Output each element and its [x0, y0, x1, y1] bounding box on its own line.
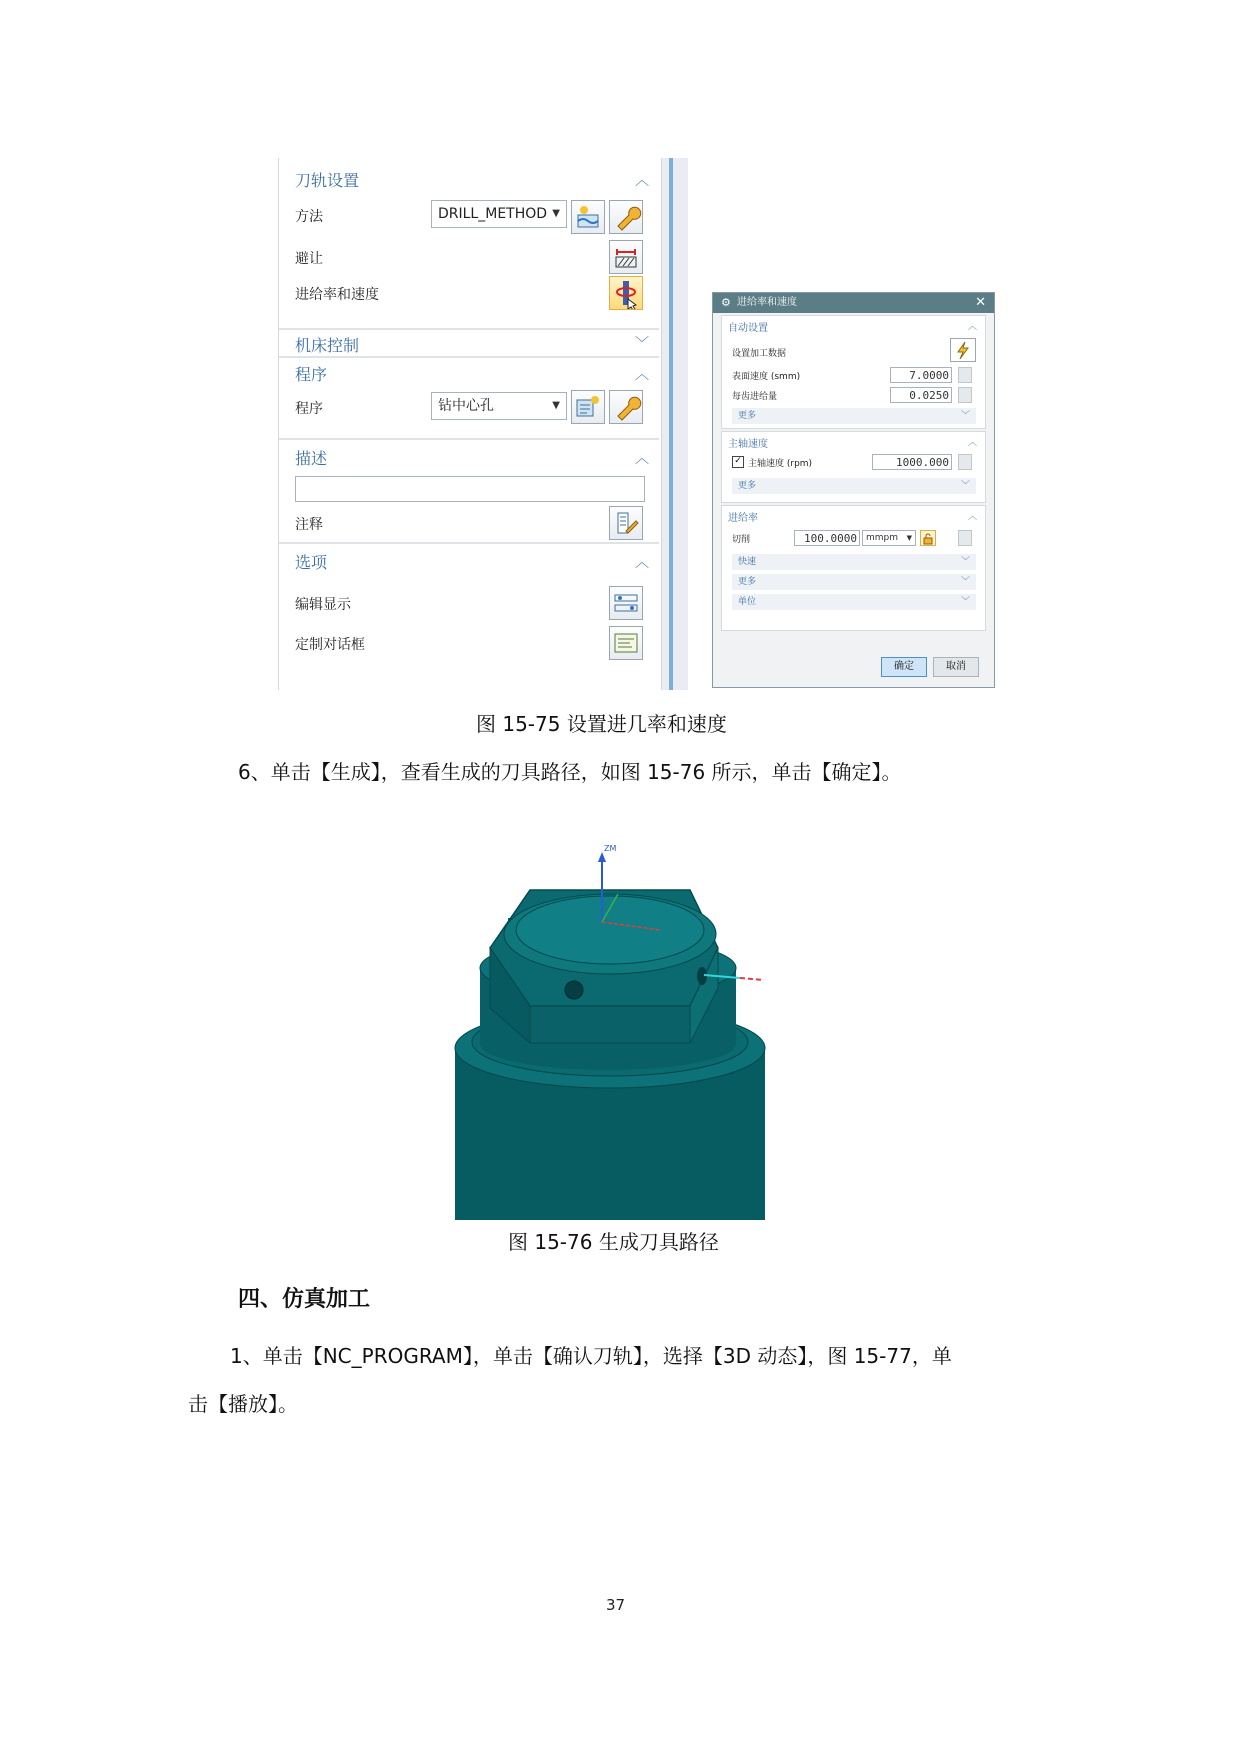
page-number: 37: [606, 1596, 626, 1614]
feed-more-label: 更多: [738, 577, 757, 587]
chevron-down-icon: ﹀: [960, 597, 970, 607]
feeds-speeds-icon: [610, 277, 642, 309]
machine-control-section: [279, 328, 659, 358]
new-program-button[interactable]: [571, 390, 605, 424]
operation-dialog-panel: [278, 158, 687, 690]
wrench-icon: [610, 201, 642, 233]
avoid-label: 避让: [295, 251, 323, 267]
figure-caption-15-76: 图 15-76 生成刀具路径: [508, 1230, 719, 1254]
gear-icon: ⚙: [721, 296, 731, 309]
feed-more-toggle[interactable]: [732, 574, 976, 590]
method-value: DRILL_METHOD: [438, 206, 548, 222]
cut-feed-calc-button[interactable]: [958, 530, 972, 546]
section-heading: 四、仿真加工: [238, 1287, 371, 1312]
surface-speed-calc-button[interactable]: [958, 367, 972, 383]
lock-button[interactable]: [920, 530, 936, 546]
feed-per-tooth-label: 每齿进给量: [732, 392, 778, 402]
chevron-down-icon: ﹀: [960, 411, 970, 421]
toolpath-rapid-line: [740, 978, 764, 980]
z-axis-arrow: [598, 852, 606, 862]
chevron-up-icon[interactable]: ︿: [635, 555, 649, 571]
chevron-up-icon[interactable]: ︿: [635, 367, 649, 383]
close-icon[interactable]: ✕: [975, 295, 986, 310]
cut-unit-select[interactable]: [862, 530, 916, 546]
spindle-speed-section: [721, 431, 986, 503]
method-label: 方法: [295, 209, 323, 225]
notes-label: 注释: [295, 517, 323, 533]
method-select[interactable]: [431, 200, 567, 228]
machine-control-title[interactable]: 机床控制: [295, 336, 360, 355]
head-top-boss: [516, 896, 704, 964]
toolpath-part-render: [450, 838, 780, 1220]
step-1-line-1: 1、单击【NC_PROGRAM】，单击【确认刀轨】，选择【3D 动态】，图 15-77，单: [230, 1344, 952, 1368]
auto-settings-title[interactable]: 自动设置: [728, 323, 768, 334]
chevron-down-icon[interactable]: ﹀: [635, 336, 649, 352]
zm-axis-label: ZM: [604, 844, 617, 853]
panel-splitter[interactable]: [661, 158, 688, 690]
chevron-up-icon[interactable]: ︿: [635, 173, 649, 189]
feeds-speeds-button[interactable]: [609, 276, 643, 310]
chevron-up-icon[interactable]: ︿: [967, 512, 977, 522]
unlock-icon: [921, 532, 935, 546]
program-section: [279, 356, 659, 440]
spindle-speed-label: 主轴速度 (rpm): [748, 459, 813, 469]
dropdown-arrow-icon[interactable]: ▼: [552, 400, 560, 411]
edit-display-label: 编辑显示: [295, 597, 351, 613]
auto-more-toggle[interactable]: [732, 408, 976, 424]
description-input[interactable]: [295, 476, 645, 502]
program-label: 程序: [295, 401, 323, 417]
new-program-icon: [572, 391, 604, 423]
notes-button[interactable]: [609, 506, 643, 540]
chevron-up-icon[interactable]: ︿: [635, 451, 649, 467]
chevron-down-icon: ﹀: [960, 557, 970, 567]
units-label: 单位: [738, 597, 757, 607]
new-method-icon: [572, 201, 604, 233]
avoidance-icon: [610, 241, 642, 273]
hex-face-front: [530, 1006, 690, 1043]
spindle-speed-checkbox[interactable]: ✓: [732, 456, 744, 468]
side-hole-front: [565, 981, 583, 999]
spindle-title[interactable]: 主轴速度: [728, 439, 768, 450]
feed-per-tooth-input[interactable]: 0.0250: [890, 387, 952, 403]
description-section: [279, 438, 659, 544]
chevron-down-icon: ﹀: [960, 481, 970, 491]
chevron-down-icon: ﹀: [960, 577, 970, 587]
spindle-more-label: 更多: [738, 481, 757, 491]
custom-dialog-button[interactable]: [609, 626, 643, 660]
program-value: 钻中心孔: [438, 398, 494, 414]
feeds-speeds-label: 进给率和速度: [295, 287, 379, 303]
options-section: [279, 542, 659, 690]
feeds-speeds-dialog: [712, 292, 995, 688]
chevron-up-icon[interactable]: ︿: [967, 438, 977, 448]
spindle-speed-input[interactable]: 1000.000: [872, 454, 952, 470]
dropdown-arrow-icon: ▼: [906, 534, 912, 542]
dialog-title: 进给率和速度: [737, 297, 797, 308]
auto-more-label: 更多: [738, 411, 757, 421]
feed-rates-title[interactable]: 进给率: [728, 513, 758, 524]
chevron-up-icon[interactable]: ︿: [967, 322, 977, 332]
surface-speed-label: 表面速度 (smm): [732, 372, 801, 382]
edit-method-button[interactable]: [609, 200, 643, 234]
toolpath-settings-title[interactable]: 刀轨设置: [295, 171, 360, 190]
new-method-button[interactable]: [571, 200, 605, 234]
spindle-speed-calc-button[interactable]: [958, 454, 972, 470]
rapid-toggle[interactable]: [732, 554, 976, 570]
edit-display-button[interactable]: [609, 586, 643, 620]
cancel-button[interactable]: 取消: [933, 657, 979, 677]
program-title[interactable]: 程序: [295, 365, 328, 384]
spindle-more-toggle[interactable]: [732, 478, 976, 494]
step-6-text: 6、单击【生成】，查看生成的刀具路径，如图 15-76 所示，单击【确定】。: [238, 760, 902, 784]
custom-dialog-icon: [610, 627, 642, 659]
notes-icon: [610, 507, 642, 539]
cut-unit-value: mmpm: [866, 533, 899, 543]
feed-per-tooth-calc-button[interactable]: [958, 387, 972, 403]
cut-label: 切削: [732, 535, 751, 545]
toolpath-settings-section: [279, 158, 659, 330]
dialog-title-bar[interactable]: [713, 293, 994, 313]
set-machining-data-label: 设置加工数据: [732, 349, 787, 359]
description-title[interactable]: 描述: [295, 449, 328, 468]
auto-settings-section: [721, 315, 986, 429]
lightning-icon: [951, 339, 975, 361]
program-select[interactable]: [431, 392, 567, 420]
surface-speed-input[interactable]: 7.0000: [890, 367, 952, 383]
rapid-label: 快速: [738, 557, 757, 567]
options-title[interactable]: 选项: [295, 553, 328, 572]
custom-dialog-label: 定制对话框: [295, 637, 365, 653]
panel-scrollbar[interactable]: [669, 158, 673, 690]
units-toggle[interactable]: [732, 594, 976, 610]
ok-button[interactable]: 确定: [881, 657, 927, 677]
feed-rates-section: [721, 505, 986, 631]
dropdown-arrow-icon[interactable]: ▼: [552, 208, 560, 219]
cut-feed-input[interactable]: 100.0000: [794, 530, 860, 546]
avoid-button[interactable]: [609, 240, 643, 274]
set-machining-data-button[interactable]: [950, 338, 976, 362]
edit-display-icon: [610, 587, 642, 619]
wrench-icon: [610, 391, 642, 423]
figure-caption-15-75: 图 15-75 设置进几率和速度: [476, 712, 727, 736]
edit-program-button[interactable]: [609, 390, 643, 424]
step-1-line-2: 击【播放】。: [188, 1392, 298, 1416]
